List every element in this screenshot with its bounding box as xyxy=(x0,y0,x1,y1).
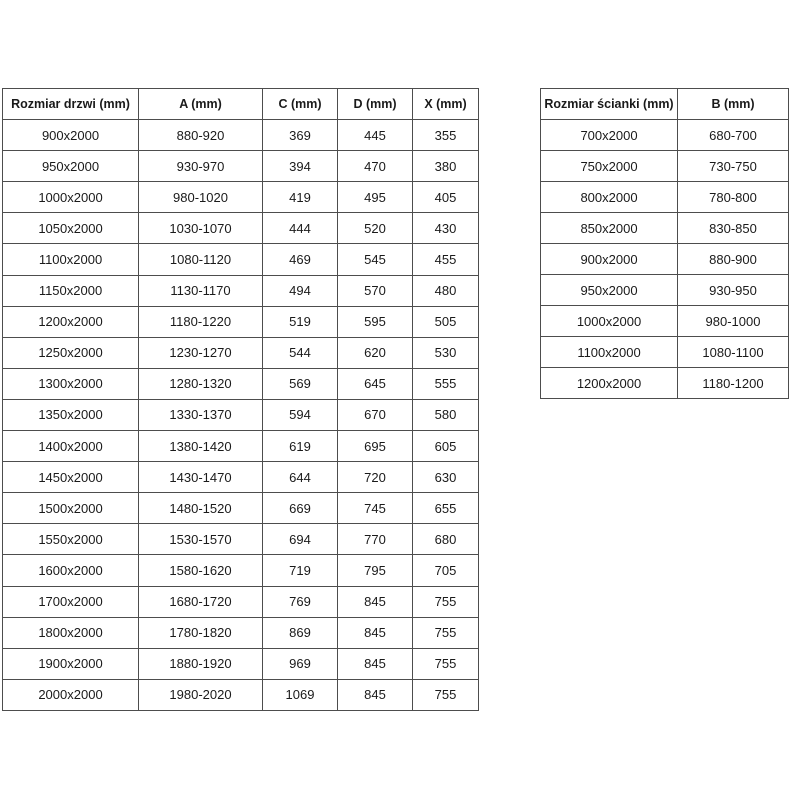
wall-table-header-row xyxy=(541,89,789,120)
table-row xyxy=(541,120,789,151)
table-row xyxy=(541,306,789,337)
table-cell: 530 xyxy=(413,337,479,368)
table-cell: 1200x2000 xyxy=(3,306,139,337)
table-cell: 394 xyxy=(263,151,338,182)
table-cell: 880-920 xyxy=(139,120,263,151)
table-cell: 1180-1220 xyxy=(139,306,263,337)
table-cell: 1250x2000 xyxy=(3,337,139,368)
table-cell: 580 xyxy=(413,399,479,430)
table-cell: 1800x2000 xyxy=(3,617,139,648)
table-cell: 1330-1370 xyxy=(139,399,263,430)
table-cell: 770 xyxy=(338,524,413,555)
table-cell: 1030-1070 xyxy=(139,213,263,244)
table-cell: 950x2000 xyxy=(3,151,139,182)
table-cell: 930-950 xyxy=(678,275,789,306)
table-cell: 1400x2000 xyxy=(3,431,139,462)
column-header: Rozmiar ścianki (mm) xyxy=(541,89,678,120)
table-row xyxy=(541,368,789,399)
table-cell: 750x2000 xyxy=(541,151,678,182)
table-row xyxy=(3,120,479,151)
table-cell: 1780-1820 xyxy=(139,617,263,648)
table-row xyxy=(3,337,479,368)
table-cell: 605 xyxy=(413,431,479,462)
table-cell: 830-850 xyxy=(678,213,789,244)
table-cell: 1980-2020 xyxy=(139,679,263,710)
table-row xyxy=(541,151,789,182)
table-cell: 850x2000 xyxy=(541,213,678,244)
table-cell: 845 xyxy=(338,679,413,710)
table-cell: 755 xyxy=(413,617,479,648)
table-row xyxy=(541,275,789,306)
table-row xyxy=(3,244,479,275)
table-cell: 595 xyxy=(338,306,413,337)
table-cell: 619 xyxy=(263,431,338,462)
table-cell: 755 xyxy=(413,648,479,679)
table-cell: 780-800 xyxy=(678,182,789,213)
table-cell: 755 xyxy=(413,679,479,710)
table-cell: 845 xyxy=(338,586,413,617)
table-row xyxy=(3,493,479,524)
table-cell: 720 xyxy=(338,462,413,493)
table-cell: 745 xyxy=(338,493,413,524)
table-cell: 1450x2000 xyxy=(3,462,139,493)
table-cell: 1080-1100 xyxy=(678,337,789,368)
table-cell: 369 xyxy=(263,120,338,151)
door-table-header-row xyxy=(3,89,479,120)
table-row xyxy=(3,555,479,586)
table-cell: 1900x2000 xyxy=(3,648,139,679)
table-cell: 769 xyxy=(263,586,338,617)
table-cell: 1680-1720 xyxy=(139,586,263,617)
table-cell: 430 xyxy=(413,213,479,244)
table-cell: 419 xyxy=(263,182,338,213)
table-row xyxy=(541,213,789,244)
table-cell: 569 xyxy=(263,368,338,399)
table-row xyxy=(541,337,789,368)
table-cell: 1530-1570 xyxy=(139,524,263,555)
table-cell: 669 xyxy=(263,493,338,524)
table-row xyxy=(3,462,479,493)
table-row xyxy=(3,586,479,617)
table-cell: 1069 xyxy=(263,679,338,710)
column-header: B (mm) xyxy=(678,89,789,120)
table-cell: 1500x2000 xyxy=(3,493,139,524)
table-cell: 800x2000 xyxy=(541,182,678,213)
table-cell: 1300x2000 xyxy=(3,368,139,399)
table-cell: 1100x2000 xyxy=(541,337,678,368)
column-header: D (mm) xyxy=(338,89,413,120)
table-cell: 1050x2000 xyxy=(3,213,139,244)
table-cell: 930-970 xyxy=(139,151,263,182)
table-cell: 980-1020 xyxy=(139,182,263,213)
table-cell: 700x2000 xyxy=(541,120,678,151)
table-row xyxy=(3,524,479,555)
table-row xyxy=(3,151,479,182)
table-cell: 695 xyxy=(338,431,413,462)
column-header: A (mm) xyxy=(139,89,263,120)
table-cell: 644 xyxy=(263,462,338,493)
table-cell: 1230-1270 xyxy=(139,337,263,368)
table-row xyxy=(3,213,479,244)
table-cell: 544 xyxy=(263,337,338,368)
table-cell: 444 xyxy=(263,213,338,244)
table-cell: 1350x2000 xyxy=(3,399,139,430)
table-cell: 470 xyxy=(338,151,413,182)
table-row xyxy=(3,648,479,679)
table-row xyxy=(3,617,479,648)
table-cell: 950x2000 xyxy=(541,275,678,306)
column-header: Rozmiar drzwi (mm) xyxy=(3,89,139,120)
table-cell: 969 xyxy=(263,648,338,679)
table-cell: 645 xyxy=(338,368,413,399)
table-cell: 570 xyxy=(338,275,413,306)
table-cell: 900x2000 xyxy=(541,244,678,275)
table-cell: 1700x2000 xyxy=(3,586,139,617)
table-row xyxy=(3,306,479,337)
table-row xyxy=(3,679,479,710)
table-cell: 880-900 xyxy=(678,244,789,275)
table-cell: 705 xyxy=(413,555,479,586)
table-cell: 1880-1920 xyxy=(139,648,263,679)
table-cell: 795 xyxy=(338,555,413,586)
table-cell: 505 xyxy=(413,306,479,337)
table-cell: 545 xyxy=(338,244,413,275)
table-cell: 1130-1170 xyxy=(139,275,263,306)
table-cell: 980-1000 xyxy=(678,306,789,337)
table-cell: 445 xyxy=(338,120,413,151)
column-header: X (mm) xyxy=(413,89,479,120)
table-cell: 730-750 xyxy=(678,151,789,182)
table-cell: 1600x2000 xyxy=(3,555,139,586)
table-cell: 355 xyxy=(413,120,479,151)
table-cell: 1000x2000 xyxy=(3,182,139,213)
table-cell: 1000x2000 xyxy=(541,306,678,337)
table-cell: 405 xyxy=(413,182,479,213)
column-header: C (mm) xyxy=(263,89,338,120)
wall-size-table xyxy=(540,88,789,399)
table-cell: 455 xyxy=(413,244,479,275)
table-cell: 655 xyxy=(413,493,479,524)
table-cell: 1580-1620 xyxy=(139,555,263,586)
table-cell: 495 xyxy=(338,182,413,213)
table-cell: 380 xyxy=(413,151,479,182)
table-cell: 555 xyxy=(413,368,479,399)
table-cell: 1100x2000 xyxy=(3,244,139,275)
table-cell: 670 xyxy=(338,399,413,430)
table-row xyxy=(3,368,479,399)
table-cell: 845 xyxy=(338,648,413,679)
table-row xyxy=(3,431,479,462)
table-cell: 1380-1420 xyxy=(139,431,263,462)
table-cell: 1150x2000 xyxy=(3,275,139,306)
table-cell: 680-700 xyxy=(678,120,789,151)
table-cell: 869 xyxy=(263,617,338,648)
table-cell: 719 xyxy=(263,555,338,586)
table-cell: 900x2000 xyxy=(3,120,139,151)
table-cell: 469 xyxy=(263,244,338,275)
table-cell: 1480-1520 xyxy=(139,493,263,524)
table-cell: 494 xyxy=(263,275,338,306)
table-row xyxy=(3,182,479,213)
table-cell: 630 xyxy=(413,462,479,493)
table-row xyxy=(3,275,479,306)
table-cell: 480 xyxy=(413,275,479,306)
table-cell: 594 xyxy=(263,399,338,430)
table-cell: 1550x2000 xyxy=(3,524,139,555)
door-size-table xyxy=(2,88,479,711)
table-cell: 1280-1320 xyxy=(139,368,263,399)
table-row xyxy=(541,244,789,275)
table-cell: 1200x2000 xyxy=(541,368,678,399)
table-cell: 680 xyxy=(413,524,479,555)
table-cell: 520 xyxy=(338,213,413,244)
table-cell: 1430-1470 xyxy=(139,462,263,493)
table-cell: 845 xyxy=(338,617,413,648)
table-cell: 519 xyxy=(263,306,338,337)
table-cell: 2000x2000 xyxy=(3,679,139,710)
table-row xyxy=(3,399,479,430)
table-row xyxy=(541,182,789,213)
table-cell: 620 xyxy=(338,337,413,368)
table-cell: 1180-1200 xyxy=(678,368,789,399)
table-cell: 1080-1120 xyxy=(139,244,263,275)
table-cell: 755 xyxy=(413,586,479,617)
table-cell: 694 xyxy=(263,524,338,555)
